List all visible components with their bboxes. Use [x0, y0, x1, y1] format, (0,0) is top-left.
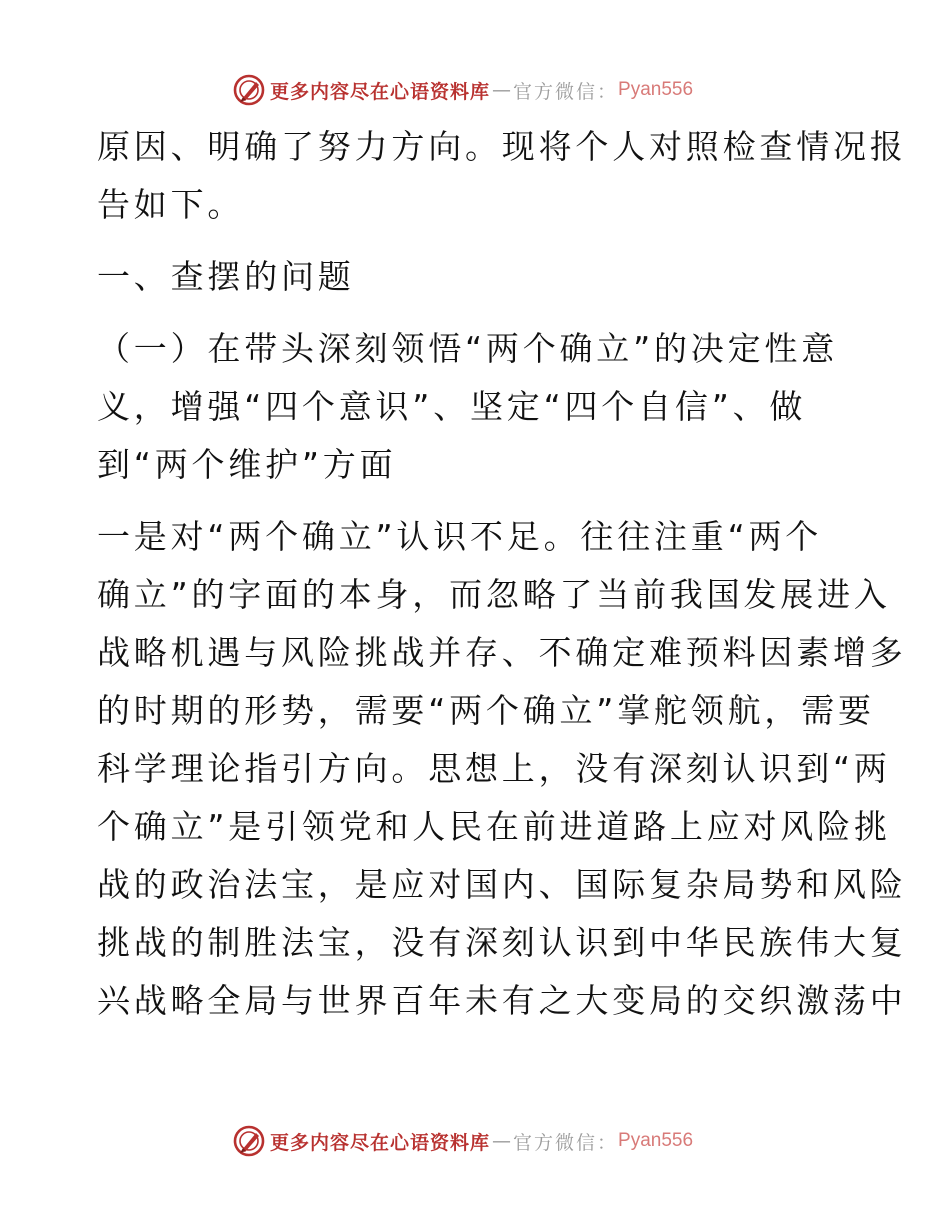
- pen-circle-logo-icon: [232, 1124, 266, 1158]
- watermark-brand-text: 更多内容尽在心语资料库: [270, 80, 491, 103]
- subsection-heading-line: 义，增强“四个意识”、坚定“四个自信”、做: [97, 387, 807, 426]
- subsection-heading-line: （一）在带头深刻领悟“两个确立”的决定性意: [97, 329, 838, 368]
- intro-line: 告如下。: [97, 185, 245, 224]
- watermark-separator: —: [492, 79, 512, 101]
- subsection-heading-line: 到“两个维护”方面: [97, 445, 397, 484]
- body-line: 的时期的形势，需要“两个确立”掌舵领航，需要: [97, 691, 875, 730]
- watermark-wechat-id: Pyan556: [618, 1130, 694, 1151]
- body-line: 兴战略全局与世界百年未有之大变局的交织激荡中: [97, 981, 907, 1020]
- footer-watermark: [232, 1123, 693, 1159]
- body-line: 一是对“两个确立”认识不足。往往注重“两个: [97, 517, 823, 556]
- body-line: 战略机遇与风险挑战并存、不确定难预料因素增多: [97, 633, 907, 672]
- body-line: 科学理论指引方向。思想上，没有深刻认识到“两: [97, 749, 891, 788]
- body-line: 确立”的字面的本身，而忽略了当前我国发展进入: [97, 575, 891, 614]
- pen-circle-logo-icon: [232, 73, 266, 107]
- watermark-wechat-id: Pyan556: [618, 79, 694, 100]
- watermark-brand-text: 更多内容尽在心语资料库: [270, 1131, 491, 1154]
- watermark-wechat-label: 官方微信：: [513, 1131, 619, 1154]
- body-line: 挑战的制胜法宝，没有深刻认识到中华民族伟大复: [97, 923, 907, 962]
- document-body: [97, 118, 907, 1030]
- body-line: 个确立”是引领党和人民在前进道路上应对风险挑: [97, 807, 891, 846]
- header-watermark: [232, 72, 693, 108]
- body-line: 战的政治法宝，是应对国内、国际复杂局势和风险: [97, 865, 907, 904]
- section-heading: 一、查摆的问题: [97, 257, 355, 296]
- watermark-wechat-label: 官方微信：: [513, 80, 619, 103]
- watermark-separator: —: [492, 1130, 512, 1152]
- intro-line: 原因、明确了努力方向。现将个人对照检查情况报: [97, 127, 907, 166]
